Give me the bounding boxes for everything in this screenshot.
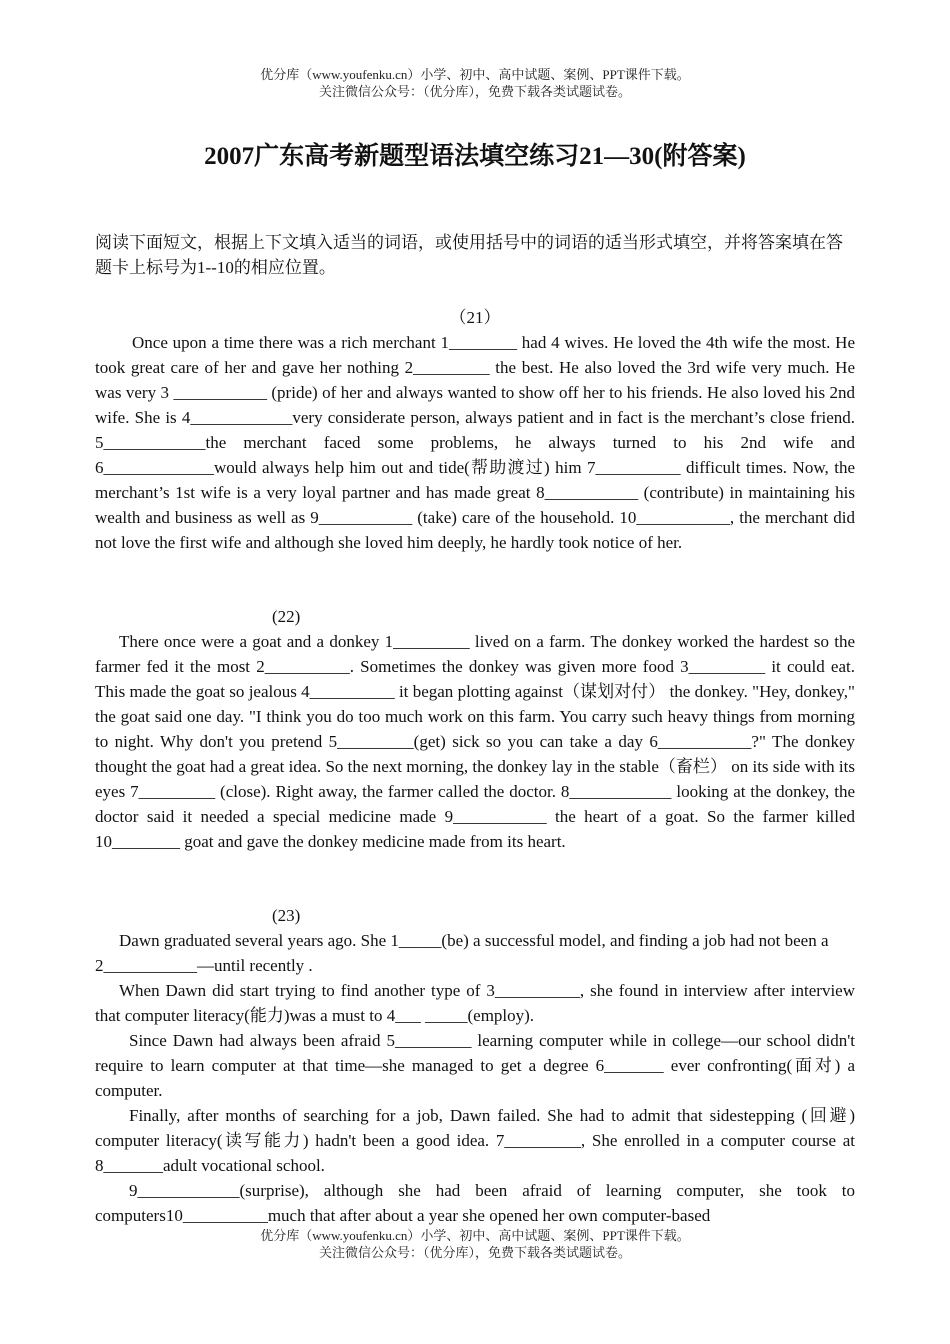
passage-paragraph: When Dawn did start trying to find another type of 3__________, she found in interview after interview that computer literacy(能力)was a must to 4___ _____(employ). — [95, 981, 855, 1025]
header-line-1: 优分库（www.youfenku.cn）小学、初中、高中试题、案例、PPT课件下载。 — [260, 67, 690, 82]
passage-22 — [95, 604, 855, 854]
footer-line-1: 优分库（www.youfenku.cn）小学、初中、高中试题、案例、PPT课件下载。 — [260, 1228, 690, 1243]
page-header — [0, 66, 950, 100]
passage-label: (22) — [272, 607, 301, 626]
passage-label: (23) — [272, 906, 301, 925]
footer-line-2: 关注微信公众号：（优分库），免费下载各类试题试卷。 — [318, 1245, 631, 1260]
instructions: 阅读下面短文，根据上下文填入适当的词语，或使用括号中的词语的适当形式填空，并将答案填在答题卡上标号为1--10的相应位置。 — [95, 233, 843, 277]
passage-paragraph: 9____________(surprise), although she had been afraid of learning computer, she took to computers10__________much that after about a year she opened her own computer-based — [95, 1181, 855, 1225]
passage-label: （21） — [449, 308, 501, 327]
passage-paragraph: Once upon a time there was a rich merchant 1________ had 4 wives. He loved the 4th wife the most. He took great care of her and gave her nothing 2_________ the best. He also loved the 3rd wife very much. He was very 3 ___________ (pride) of her and always wanted to show off her to his friends. He also loved his 2nd wife. She is 4____________very considerate person, always patient and in fact is the merchant’s close friend. 5____________the merchant faced some problems, he always turned to his 2nd wife and 6_____________would always help him out and tide(帮助渡过) him 7__________ difficult times. Now, the merchant’s 1st wife is a very loyal partner and has made great 8___________ (contribute) in maintaining his wealth and business as well as 9___________ (take) care of the household. 10___________, the merchant did not love the first wife and although she loved him deeply, he hardly took notice of her. — [95, 333, 855, 552]
passage-paragraph: Finally, after months of searching for a job, Dawn failed. She had to admit that sidestepping (回避) computer literacy(读写能力) hadn't been a good idea. 7_________, She enrolled in a computer course at 8_______adult vocational school. — [95, 1106, 855, 1175]
passage-paragraph: Dawn graduated several years ago. She 1_____(be) a successful model, and finding a job had not been a 2___________—until recently . — [95, 931, 829, 975]
passage-paragraph: There once were a goat and a donkey 1_________ lived on a farm. The donkey worked the hardest so the farmer fed it the most 2__________. Sometimes the donkey was given more food 3_________ it could eat. This made the goat so jealous 4__________ it began plotting against（谋划对付） the donkey. "Hey, donkey," the goat said one day. "I think you do too much work on this farm. You carry such heavy things from morning to night. Why don't you pretend 5_________(get) sick so you can take a day 6___________?" The donkey thought the goat had a great idea. So the next morning, the donkey lay in the stable（畜栏） on its side with its eyes 7_________ (close). Right away, the farmer called the doctor. 8____________ looking at the donkey, the doctor said it needed a special medicine made 9___________ the heart of a goat. So the farmer killed 10________ goat and gave the donkey medicine made from its heart. — [95, 632, 855, 851]
passage-23 — [95, 903, 855, 1228]
page-title: 2007广东高考新题型语法填空练习21—30(附答案) — [204, 143, 746, 170]
page-footer — [0, 1227, 950, 1261]
header-line-2: 关注微信公众号：（优分库），免费下载各类试题试卷。 — [318, 84, 631, 99]
passage-paragraph: Since Dawn had always been afraid 5_________ learning computer while in college—our school didn't require to learn computer at that time—she managed to get a degree 6_______ ever confronting(面对) a computer. — [95, 1031, 855, 1100]
passage-21 — [95, 305, 855, 555]
